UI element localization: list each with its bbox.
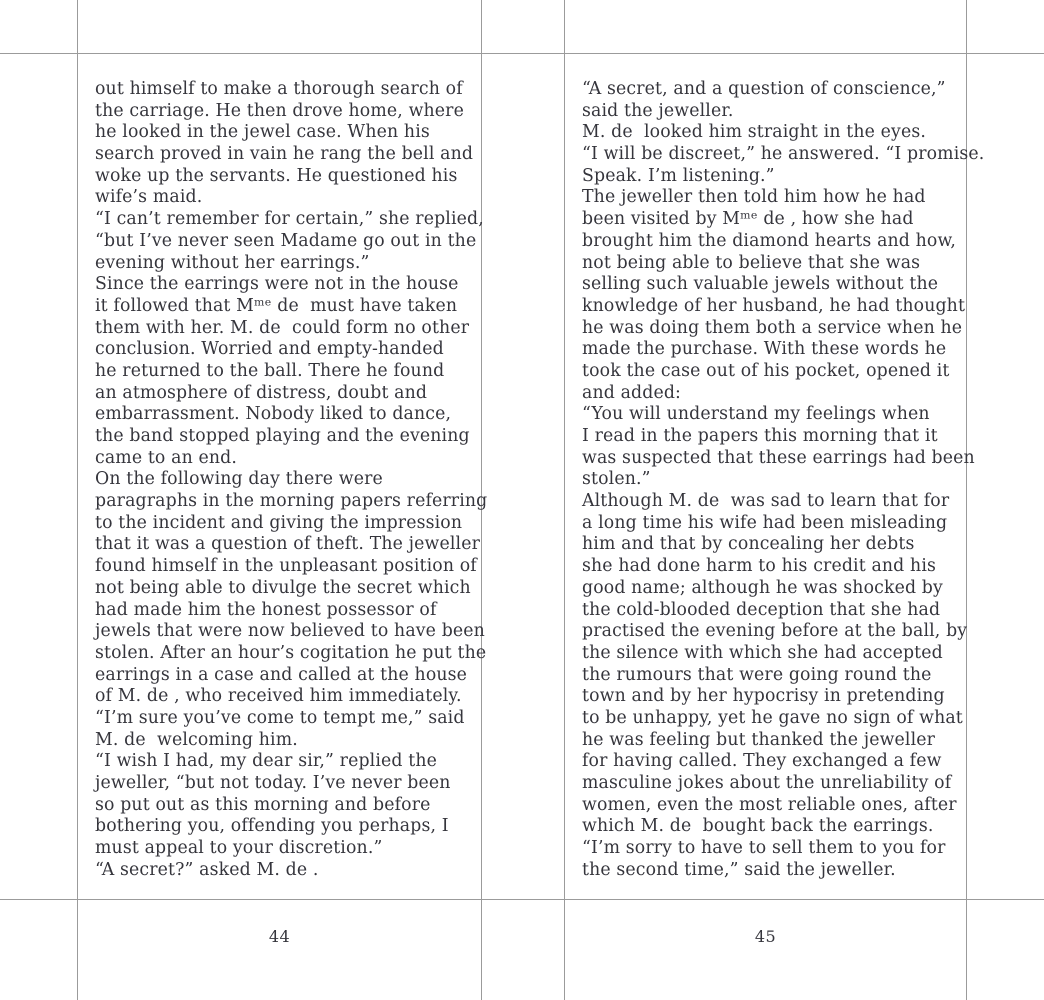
text-line: to the incident and giving the impression xyxy=(95,512,463,533)
text-line: jewels that were now believed to have been xyxy=(95,621,485,642)
text-line: came to an end. xyxy=(95,447,238,468)
text-line: embarrassment. Nobody liked to dance, xyxy=(95,404,452,425)
text-line: On the following day there were xyxy=(95,469,383,490)
text-line: evening without her earrings.” xyxy=(95,252,370,273)
text-line: knowledge of her husband, he had thought xyxy=(582,295,966,316)
text-line: “I wish I had, my dear sir,” replied the xyxy=(95,751,438,772)
text-line: the band stopped playing and the evening xyxy=(95,426,470,446)
text-line: had made him the honest possessor of xyxy=(95,599,437,620)
text-line: Speak. I’m listening.” xyxy=(582,165,775,186)
text-line: bothering you, offending you perhaps, I xyxy=(95,816,449,837)
text-line: for having called. They exchanged a few xyxy=(582,751,942,772)
text-line: Although M. de was sad to learn that for xyxy=(582,491,950,512)
text-line: the rumours that were going round the xyxy=(582,664,932,685)
text-line: he was doing them both a service when he xyxy=(582,317,963,338)
text-line: he was feeling but thanked the jeweller xyxy=(582,729,936,750)
left-margin-rule xyxy=(77,0,78,1000)
text-line: earrings in a case and called at the house xyxy=(95,664,468,685)
text-line: search proved in vain he rang the bell and xyxy=(95,144,474,165)
text-line: The jeweller then told him how he had xyxy=(582,187,926,208)
text-line: the silence with which she had accepted xyxy=(582,642,943,663)
text-line: “A secret, and a question of conscience,” xyxy=(582,79,946,99)
text-line: good name; although he was shocked by xyxy=(582,577,943,598)
text-line: so put out as this morning and before xyxy=(95,794,431,815)
text-line: he returned to the ball. There he found xyxy=(95,360,445,381)
left-page-text-column xyxy=(95,79,488,881)
text-line: not being able to divulge the secret which xyxy=(95,577,471,598)
text-line: I read in the papers this morning that it xyxy=(582,426,938,446)
text-line: out himself to make a thorough search of xyxy=(95,79,463,99)
text-line: that it was a question of theft. The jeweller xyxy=(95,534,481,555)
text-line: he looked in the jewel case. When his xyxy=(95,122,430,143)
text-line: women, even the most reliable ones, after xyxy=(582,794,957,815)
text-line: the cold-blooded deception that she had xyxy=(582,599,941,620)
text-line: “You will understand my feelings when xyxy=(582,404,930,425)
text-line: been visited by Mᵐᵉ de , how she had xyxy=(582,209,914,230)
top-rule xyxy=(0,53,1044,54)
text-line: woke up the servants. He questioned his xyxy=(95,165,458,186)
text-line: of M. de , who received him immediately. xyxy=(95,686,462,707)
right-page-inner-rule xyxy=(564,0,565,1000)
text-line: “I can’t remember for certain,” she replied, xyxy=(95,209,484,230)
text-line: “but I’ve never seen Madame go out in the xyxy=(95,230,477,251)
text-line: him and that by concealing her debts xyxy=(582,534,915,555)
text-line: to be unhappy, yet he gave no sign of what xyxy=(582,707,963,728)
text-line: M. de looked him straight in the eyes. xyxy=(582,122,926,143)
text-line: them with her. M. de could form no other xyxy=(95,317,470,338)
text-line: she had done harm to his credit and his xyxy=(582,556,937,577)
text-line: “A secret?” asked M. de . xyxy=(95,859,319,880)
text-line: a long time his wife had been misleading xyxy=(582,512,948,533)
text-line: Since the earrings were not in the house xyxy=(95,274,459,295)
left-page-number: 44 xyxy=(268,927,291,946)
text-line: not being able to believe that she was xyxy=(582,252,921,273)
text-line: selling such valuable jewels without the xyxy=(582,274,939,295)
text-line: conclusion. Worried and empty-handed xyxy=(95,339,444,360)
text-line: the carriage. He then drove home, where xyxy=(95,100,464,121)
text-line: the second time,” said the jeweller. xyxy=(582,859,896,880)
text-line: “I’m sorry to have to sell them to you for xyxy=(582,838,946,859)
text-line: paragraphs in the morning papers referring xyxy=(95,491,488,512)
text-line: said the jeweller. xyxy=(582,100,734,121)
text-line: wife’s maid. xyxy=(95,187,203,208)
text-line: practised the evening before at the ball, by xyxy=(582,621,968,642)
text-line: took the case out of his pocket, opened it xyxy=(582,360,950,381)
text-line: stolen. After an hour’s cogitation he put the xyxy=(95,642,487,663)
text-line: was suspected that these earrings had been xyxy=(582,447,975,468)
text-line: stolen.” xyxy=(582,469,651,490)
text-line: “I will be discreet,” he answered. “I promise. xyxy=(582,144,985,165)
text-line: M. de welcoming him. xyxy=(95,729,298,750)
text-line: found himself in the unpleasant position of xyxy=(95,556,477,577)
right-page-text-column xyxy=(582,79,985,881)
text-line: “I’m sure you’ve come to tempt me,” said xyxy=(95,707,465,728)
text-line: and added: xyxy=(582,382,682,403)
text-line: which M. de bought back the earrings. xyxy=(582,816,934,837)
right-page-number: 45 xyxy=(754,927,777,946)
text-line: jeweller, “but not today. I’ve never been xyxy=(95,773,451,793)
text-line: an atmosphere of distress, doubt and xyxy=(95,382,428,403)
text-line: must appeal to your discretion.” xyxy=(95,838,383,859)
text-line: town and by her hypocrisy in pretending xyxy=(582,686,945,707)
bottom-rule xyxy=(0,899,1044,900)
text-line: made the purchase. With these words he xyxy=(582,339,947,360)
text-line: brought him the diamond hearts and how, xyxy=(582,230,957,251)
text-line: it followed that Mᵐᵉ de must have taken xyxy=(95,295,458,316)
text-line: masculine jokes about the unreliability of xyxy=(582,773,952,793)
